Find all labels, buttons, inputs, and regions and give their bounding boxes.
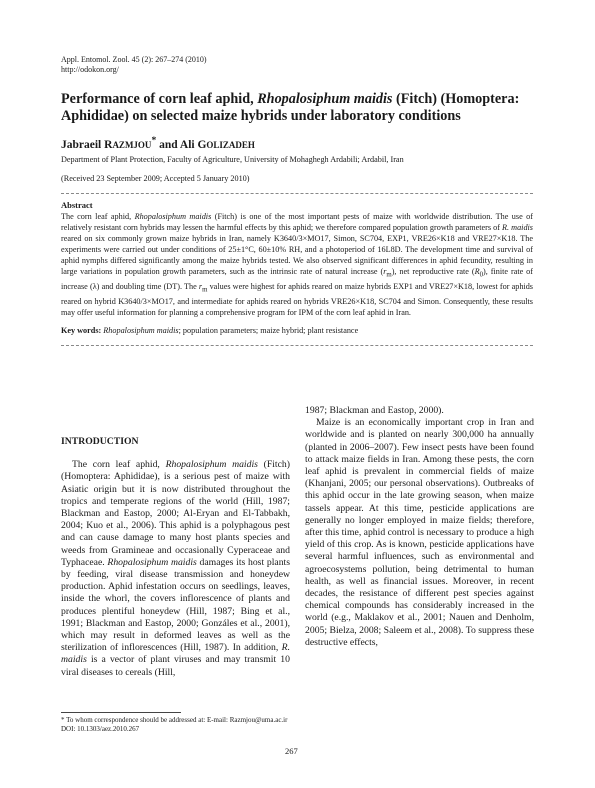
abstract-seg: values were highest for aphids reared on maize hybrids EXP1 and VRE27×K18, lowest for aphids reared on hybrid K3640/3×MO17, and intermediate for aphids reared on hybrids VRE26×K18, SC704 and Simon. Consequently, these results may offer useful information for planning a comprehensive program for IPM of the corn leaf aphid in Iran.: [61, 282, 533, 318]
correspondence-note: * To whom correspondence should be addressed at: E-mail: Razmjou@uma.ac.ir: [61, 716, 288, 724]
corresponding-mark: *: [151, 135, 157, 146]
abstract-seg: ), finite rate of increase (λ) and doubling time (DT). The: [61, 267, 533, 292]
footnote: [61, 716, 287, 734]
abstract-seg: (Fitch) is one of the most important pests of maize with worldwide distribution. The use of relatively resistant corn hybrids may lessen the harmful effects by this aphid; we therefore compared population growth parameters of: [61, 212, 533, 233]
authors: [61, 134, 255, 152]
intro-seg: damages its host plants by feeding, viral disease transmission and honeydew production. Aphid infestation occurs on seedlings, leaves, inside the whorl, the covers inflorescence of plants and produces plentiful honeydew (Hill, 1987; Bing et al., 1991; Blackman and Eastop, 2000; Gonzáles et al., 2001), which may result in deformed leaves as well as the sterilization of inflorescences (Hill, 1987). In addition,: [61, 556, 290, 654]
author1-first: Jabraeil: [61, 138, 105, 151]
symbol-sub: m: [202, 286, 208, 294]
divider-bottom: [61, 345, 533, 346]
article-title: [61, 91, 541, 125]
intro-seg: The corn leaf aphid,: [72, 459, 166, 471]
affiliation: Department of Plant Protection, Faculty of Agriculture, University of Mohaghegh Ardabili; Ardabil, Iran: [61, 155, 404, 164]
intro-species: Rhopalosiphum maidis: [165, 459, 258, 471]
keywords-rest: ; population parameters; maize hybrid; plant resistance: [178, 326, 359, 335]
intro-paragraph-2: Maize is an economically important crop in Iran and worldwide and is planted on nearly 300,000 ha annually (planted in 2006–2007). Few insect pests have been found to attack maize fields in Iran. Among these pests, the corn leaf aphid is prevalent in commercial fields of maize (Khanjani, 2005; our personal observations). Outbreaks of this aphid occur in the late growing season, when maize tassels appear. At this time, pesticide applications are generally no longer employed in maize fields; therefore, after this time, aphid control is necessary to produce a high yield of this crop. As is known, pesticide applications have several harmful influences, such as environmental and agroecosystems pollution, being detrimental to human health, as well as financial issues. Moreover, in recent decades, the resistance of different pest species against chemical compounds has considerably increased in the world (e.g., Maklakov et al., 2001; Nauen and Denholm, 2005; Bielza, 2008; Saleem et al., 2008). To suppress these destructive effects,: [305, 417, 534, 648]
page-number: 267: [285, 746, 298, 756]
intro-species: R. maidis: [61, 642, 290, 666]
abstract-species: R. maidis: [502, 223, 533, 233]
journal-url[interactable]: http://odokon.org/: [61, 65, 119, 74]
keywords-species: Rhopalosiphum maidis: [103, 326, 179, 335]
abstract-species: Rhopalosiphum maidis: [134, 212, 212, 221]
doi: DOI: 10.1303/aez.2010.267: [61, 725, 140, 733]
author2-last-rest: OLIZADEH: [206, 139, 255, 150]
intro-species: Rhopalosiphum maidis: [107, 556, 197, 568]
abstract-seg: reared on six commonly grown maize hybrids in Iran, namely K3640/3×MO17, Simon, SC704, EXP1, VRE26×K18 and VRE27×K18. The experiments were carried out under conditions of 25±1°C, 60±10% RH, and a photoperiod of 16L8D. The development time and survival of aphid nymphs differed significantly among the maize hybrids tested. We also observed significant differences in aphid fecundity, resulting in large variations in population growth parameters, such as the intrinsic rate of natural increase (: [61, 234, 533, 277]
symbol-sub: m: [386, 272, 392, 280]
abstract-seg: ), net reproductive rate (: [391, 267, 475, 277]
column-left: [61, 436, 290, 679]
divider-top: [61, 193, 533, 194]
column-right: [305, 405, 534, 649]
title-part2: (Fitch) (Homoptera: Aphididae) on selected maize hybrids under laboratory conditions: [61, 91, 520, 124]
keywords-label: Key words:: [61, 326, 104, 335]
abstract-seg: The corn leaf aphid,: [61, 212, 135, 221]
keywords: [61, 326, 533, 336]
author1-last-rest: AZMJOU: [112, 139, 152, 150]
intro-seg: is a vector of plant viruses and may transmit 10 viral diseases to cereals (Hill,: [61, 654, 290, 678]
symbol-r0: R: [474, 267, 480, 277]
title-species: Rhopalosiphum maidis: [257, 91, 393, 107]
symbol-rm: r: [198, 282, 203, 292]
symbol-sub: 0: [479, 272, 484, 280]
author-conjunction: and Ali: [156, 138, 198, 151]
title-part1: Performance of corn leaf aphid,: [61, 91, 258, 107]
received-dates: (Received 23 September 2009; Accepted 5 January 2010): [61, 174, 250, 183]
abstract-text: [61, 211, 533, 318]
abstract-heading: Abstract: [61, 200, 93, 210]
journal-header: [61, 55, 207, 75]
intro-paragraph-1-continued: 1987; Blackman and Eastop, 2000).: [305, 405, 444, 416]
author1-last-initial: R: [104, 138, 113, 151]
footnote-rule: [61, 712, 181, 713]
intro-seg: (Fitch) (Homoptera: Aphididae), is a serious pest of maize with Asiatic origin but it is now distributed throughout the tropics and temperate regions of the world (Hill, 1987; Blackman and Eastop, 2000; Al-Eryan and El-Tabbakh, 2004; Kuo et al., 2006). This aphid is a polyphagous pest and can cause damage to many host plants species and weeds from Gramineae and occasionally Cyperaceae and Typhaceae.: [61, 459, 290, 568]
intro-paragraph-1: [61, 459, 290, 679]
symbol-rm: r: [383, 267, 387, 277]
intro-heading: INTRODUCTION: [61, 436, 139, 447]
author2-last-initial: G: [197, 138, 207, 151]
journal-citation: Appl. Entomol. Zool. 45 (2): 267–274 (2010): [61, 55, 207, 64]
